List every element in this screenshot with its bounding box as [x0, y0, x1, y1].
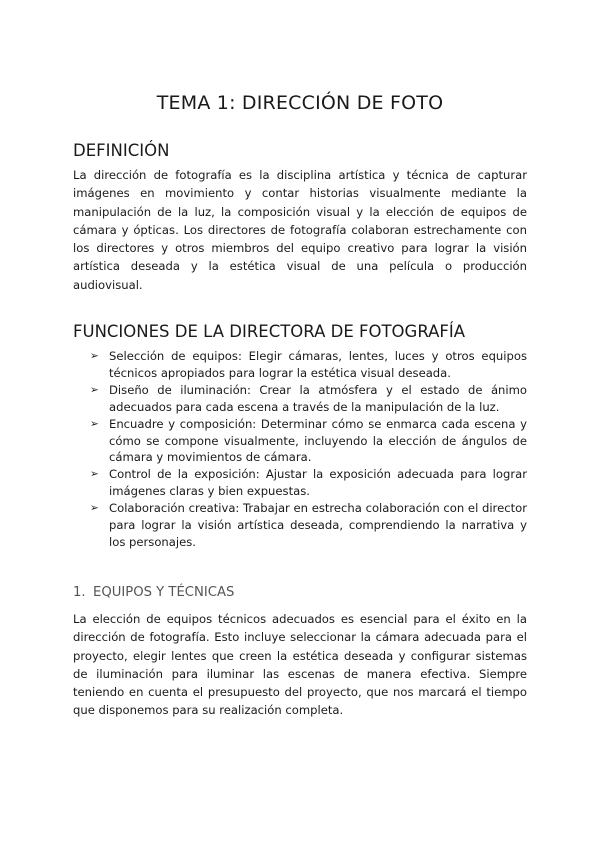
list-item: [90, 382, 527, 416]
arrow-bullet-icon: ➢: [90, 417, 99, 430]
functions-heading: FUNCIONES DE LA DIRECTORA DE FOTOGRAFÍA: [73, 322, 466, 341]
list-item: [90, 466, 527, 500]
list-item-text: Diseño de iluminación: Crear la atmósfera y el estado de ánimo adecuados para cada escena a través de la manipulación de la luz.: [109, 382, 527, 414]
definition-paragraph: La dirección de fotografía es la disciplina artística y técnica de capturar imágenes en movimiento y contar historias visualmente mediante la manipulación de la luz, la composición visual y la elección de equipos de cámara y ópticas. Los directores de fotografía colaboran estrechamente con los directores y otros miembros del equipo creativo para lograr la visión artística deseada y la estética visual de una película o producción audiovisual.: [73, 168, 527, 292]
equipment-heading-text: EQUIPOS Y TÉCNICAS: [93, 585, 235, 600]
equipment-paragraph: La elección de equipos técnicos adecuados es esencial para el éxito en la dirección de fotografía. Esto incluye seleccionar la cámara adecuada para el proyecto, elegir lentes que creen la estética deseada y configurar sistemas de iluminación para iluminar las escenas de manera efectiva. Siempre teniendo en cuenta el presupuesto del proyecto, que nos marcará el tiempo que disponemos para su realización completa.: [73, 612, 527, 718]
document-title: TEMA 1: DIRECCIÓN DE FOTO: [156, 92, 444, 114]
list-item-text: Encuadre y composición: Determinar cómo se enmarca cada escena y cómo se compone visualmente, incluyendo la elección de ángulos de cámara y movimientos de cámara.: [109, 416, 527, 465]
list-item-text: Colaboración creativa: Trabajar en estrecha colaboración con el director para lograr la visión artística deseada, comprendiendo la narrativa y los personajes.: [109, 501, 527, 549]
list-item: [90, 500, 527, 551]
definition-heading: DEFINICIÓN: [73, 141, 170, 160]
equipment-heading: [73, 585, 235, 600]
list-item: [90, 348, 527, 382]
arrow-bullet-icon: ➢: [90, 383, 99, 396]
list-item-text: Selección de equipos: Elegir cámaras, lentes, luces y otros equipos técnicos apropiados para lograr la estética visual deseada.: [109, 349, 527, 380]
arrow-bullet-icon: ➢: [90, 502, 99, 515]
equipment-heading-number: 1.: [73, 585, 86, 600]
list-item-text: Control de la exposición: Ajustar la exposición adecuada para lograr imágenes claras y bien expuestas.: [109, 467, 527, 499]
arrow-bullet-icon: ➢: [90, 468, 99, 481]
functions-list: [90, 348, 527, 551]
arrow-bullet-icon: ➢: [90, 350, 99, 362]
list-item: [90, 416, 527, 467]
